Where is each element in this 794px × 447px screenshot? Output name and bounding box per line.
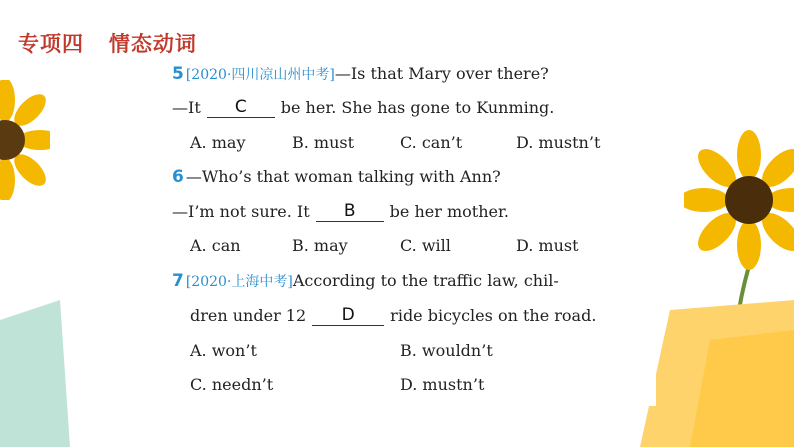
yellow-paper-decoration: [640, 300, 794, 447]
option-a: A. won’t: [190, 341, 257, 360]
question-source: [2020·上海中考]: [185, 274, 293, 290]
question-stem: ride bicycles on the road.: [390, 306, 597, 325]
question-7-line-1: [172, 271, 559, 292]
sunflower-decoration-left: [0, 80, 50, 200]
question-stem: —Who’s that woman talking with Ann?: [185, 167, 501, 186]
answer-blank: [316, 203, 384, 222]
question-source: [2020·四川凉山州中考]: [185, 67, 335, 83]
question-stem: —It: [172, 98, 201, 117]
question-7-options-row-1: [172, 341, 632, 361]
option-c: C. will: [400, 236, 451, 255]
question-6-line-1: [172, 167, 501, 187]
answer-blank: [312, 307, 384, 326]
answer-text: B: [343, 201, 356, 221]
option-b: B. must: [292, 133, 355, 152]
question-number: 6: [172, 167, 184, 187]
question-7-line-2: [172, 306, 596, 326]
question-stem: —I’m not sure. It: [172, 202, 310, 221]
question-5-options: [172, 133, 632, 153]
question-stem: According to the traffic law, chil-: [292, 271, 559, 290]
question-6-options: [172, 236, 632, 256]
option-d: D. mustn’t: [400, 375, 485, 394]
question-6-line-2: [172, 202, 509, 222]
answer-text: D: [341, 305, 355, 325]
option-b: B. may: [292, 236, 348, 255]
option-c: C. can’t: [400, 133, 463, 152]
question-number: 5: [172, 64, 184, 84]
answer-text: C: [234, 97, 247, 117]
sunflower-decoration-right: [684, 130, 794, 310]
question-7-options-row-2: [172, 375, 632, 395]
question-stem: dren under 12: [190, 306, 307, 325]
question-stem: be her. She has gone to Kunming.: [280, 98, 555, 117]
question-number: 7: [172, 271, 184, 291]
question-5-line-1: [172, 64, 549, 85]
option-b: B. wouldn’t: [400, 341, 493, 360]
answer-blank: [207, 99, 275, 118]
question-5-line-2: [172, 98, 554, 118]
option-d: D. mustn’t: [516, 133, 601, 152]
question-stem: be her mother.: [389, 202, 509, 221]
option-d: D. must: [516, 236, 579, 255]
green-paper-decoration: [0, 300, 70, 447]
question-stem: —Is that Mary over there?: [334, 64, 549, 83]
option-a: A. can: [190, 236, 241, 255]
option-c: C. needn’t: [190, 375, 274, 394]
page-title: 专项四 情态动词: [18, 32, 197, 56]
option-a: A. may: [190, 133, 246, 152]
